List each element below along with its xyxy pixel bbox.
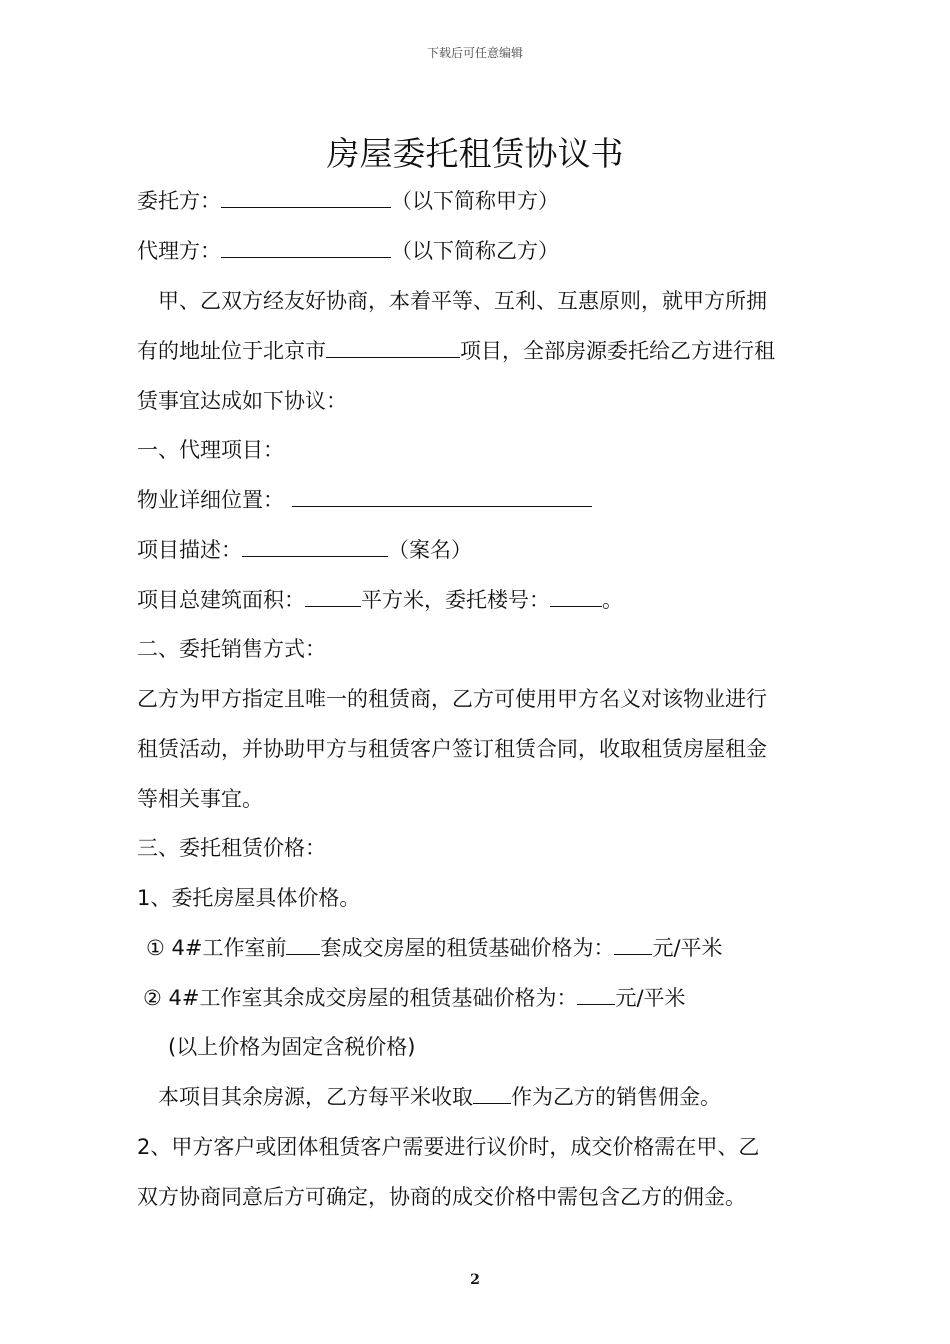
- paragraph-intro-3: 赁事宜达成如下协议：: [137, 389, 347, 413]
- price-item-2-unit: 元/平米: [615, 986, 686, 1010]
- price-item-2-price-blank: [577, 984, 615, 1005]
- clause-2-line-1: 2、甲方客户或团体租赁客户需要进行议价时，成交价格需在甲、乙: [137, 1135, 760, 1159]
- line-project-area: [137, 585, 623, 615]
- line-agent: [137, 236, 559, 266]
- area-blank: [305, 586, 361, 607]
- price-item-1-unit: 元/平米: [652, 936, 723, 960]
- commission-blank: [473, 1083, 511, 1104]
- client-label: 委托方：: [137, 189, 221, 213]
- description-note: （案名）: [388, 538, 472, 562]
- paragraph-intro-2: [137, 336, 775, 366]
- section-heading-2: 二、委托销售方式：: [137, 637, 326, 661]
- line-client: [137, 186, 559, 216]
- area-label: 项目总建筑面积：: [137, 588, 305, 612]
- description-blank: [242, 536, 388, 557]
- section-heading-3: 三、委托租赁价格：: [137, 836, 326, 860]
- price-item-2: [143, 983, 686, 1013]
- line-property-location: [137, 485, 592, 515]
- price-item-1-price-blank: [614, 934, 652, 955]
- page-header: 下载后可任意编辑: [426, 46, 523, 60]
- price-item-1-text-b: 套成交房屋的租赁基础价格为：: [320, 936, 615, 960]
- document-title: 房屋委托租赁协议书: [326, 134, 624, 173]
- building-blank: [550, 586, 602, 607]
- intro-text-b: 项目，全部房源委托给乙方进行租: [460, 339, 775, 363]
- page-number: 2: [470, 1272, 480, 1288]
- location-blank: [292, 486, 592, 507]
- client-blank: [221, 187, 391, 208]
- commission-text-a: 本项目其余房源，乙方每平米收取: [158, 1085, 473, 1109]
- price-item-2-text: ② 4#工作室其余成交房屋的租赁基础价格为：: [143, 986, 578, 1010]
- paragraph-intro-1: 甲、乙双方经友好协商，本着平等、互利、互惠原则，就甲方所拥: [137, 289, 767, 313]
- agent-blank: [221, 237, 391, 258]
- section-heading-1: 一、代理项目：: [137, 438, 284, 462]
- area-period: 。: [602, 588, 623, 612]
- description-label: 项目描述：: [137, 538, 242, 562]
- price-item-1-count-blank: [286, 934, 320, 955]
- paragraph-method-1: 乙方为甲方指定且唯一的租赁商，乙方可使用甲方名义对该物业进行: [137, 687, 767, 711]
- client-note: （以下简称甲方）: [391, 189, 559, 213]
- commission-text-b: 作为乙方的销售佣金。: [511, 1085, 721, 1109]
- paragraph-method-3: 等相关事宜。: [137, 787, 263, 811]
- price-item-1-text-a: ① 4#工作室前: [146, 936, 287, 960]
- intro-text-a: 有的地址位于北京市: [137, 339, 326, 363]
- commission-line: [158, 1082, 721, 1112]
- agent-label: 代理方：: [137, 239, 221, 263]
- price-note: (以上价格为固定含税价格): [168, 1035, 416, 1059]
- price-item-1: [146, 933, 723, 963]
- agent-note: （以下简称乙方）: [391, 239, 559, 263]
- building-label: 平方米，委托楼号：: [361, 588, 550, 612]
- line-project-description: [137, 535, 472, 565]
- clause-1-heading: 1、委托房屋具体价格。: [137, 886, 361, 910]
- address-blank: [326, 337, 460, 358]
- clause-2-line-2: 双方协商同意后方可确定，协商的成交价格中需包含乙方的佣金。: [137, 1185, 746, 1209]
- paragraph-method-2: 租赁活动，并协助甲方与租赁客户签订租赁合同，收取租赁房屋租金: [137, 737, 767, 761]
- location-label: 物业详细位置：: [137, 488, 284, 512]
